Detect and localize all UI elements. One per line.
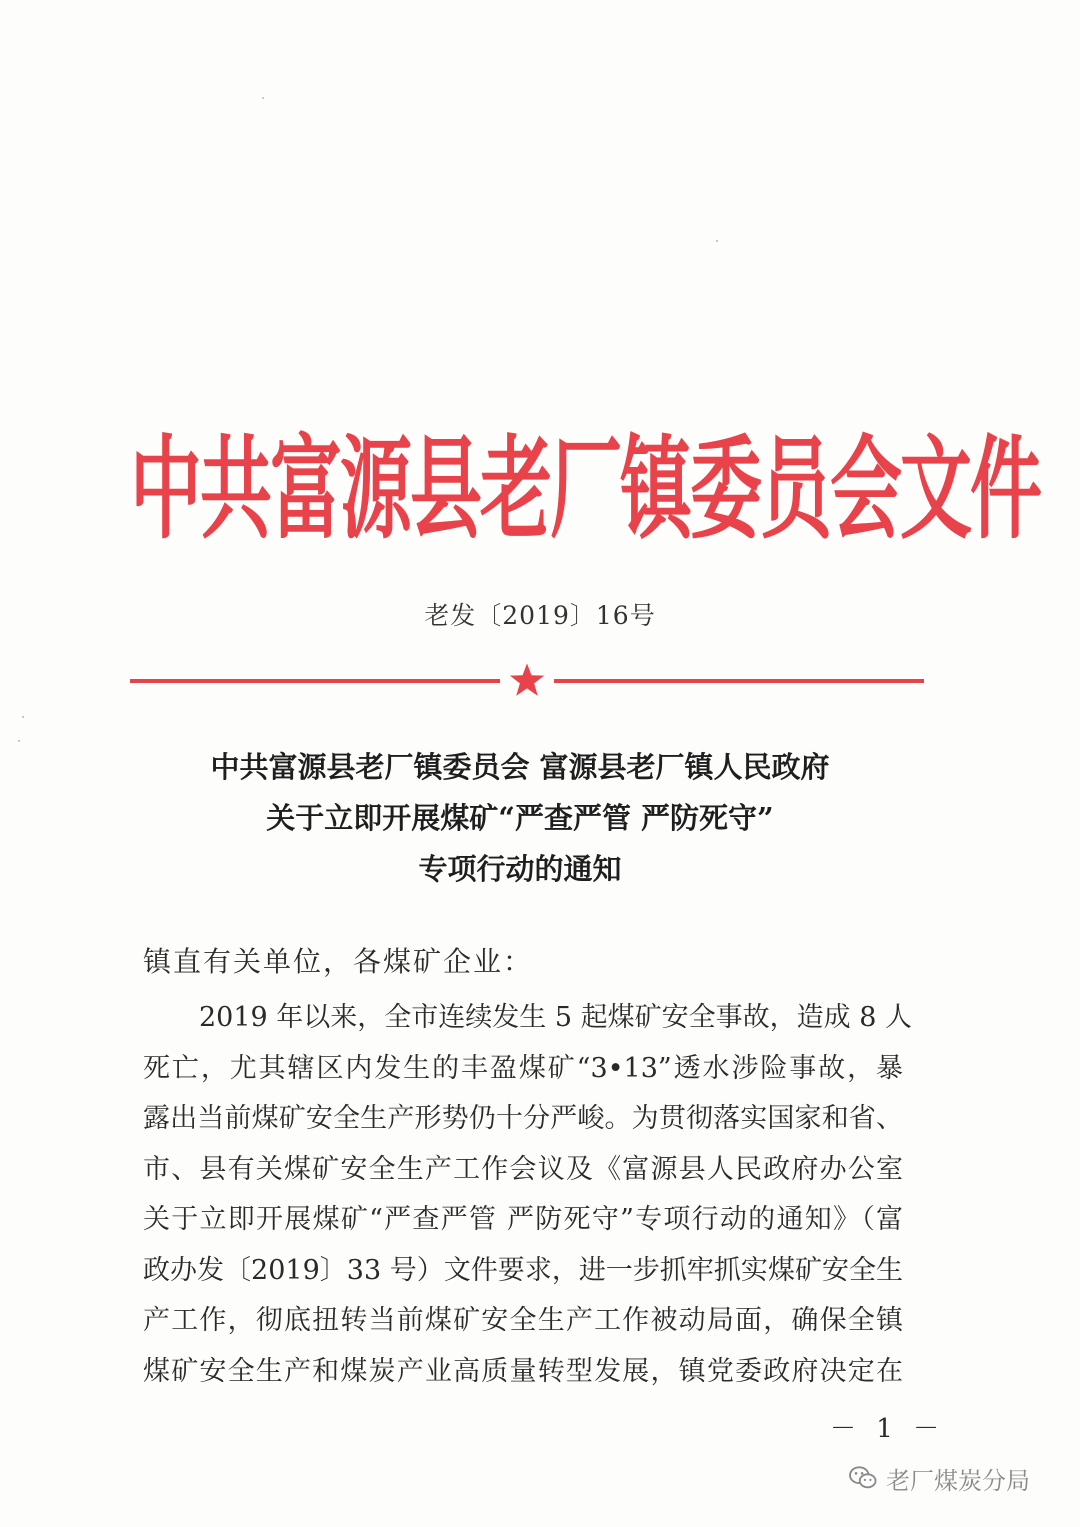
red-rule-left: [130, 679, 500, 683]
notice-title-line: 专项行动的通知: [418, 852, 622, 886]
scan-speck: [22, 716, 24, 718]
body-line: 关于立即开展煤矿“严查严管 严防死守”专项行动的通知》（富: [143, 1204, 903, 1235]
body-line: 政办发〔2019〕33 号）文件要求，进一步抓牢抓实煤矿安全生: [143, 1254, 903, 1286]
scan-speck: [716, 240, 718, 242]
body-line: 产工作，彻底扭转当前煤矿安全生产工作被动局面，确保全镇: [143, 1305, 903, 1336]
body-line: 煤矿安全生产和煤炭产业高质量转型发展，镇党委政府决定在: [143, 1355, 903, 1387]
wechat-icon: [848, 1465, 878, 1491]
scan-speck: [262, 97, 264, 99]
notice-title-line: 中共富源县老厂镇委员会 富源县老厂镇人民政府: [210, 750, 830, 784]
body-line: 露出当前煤矿安全生产形势仍十分严峻。为贯彻落实国家和省、: [143, 1103, 903, 1134]
document-number: 老发〔2019〕16号: [424, 601, 656, 630]
red-rule-right: [554, 679, 924, 683]
body-line: 死亡，尤其辖区内发生的丰盈煤矿“3•13”透水涉险事故，暴: [143, 1052, 903, 1084]
body-paragraph: [143, 993, 912, 1397]
salutation: 镇直有关单位，各煤矿企业：: [143, 945, 534, 978]
page-number: － 1 －: [830, 1414, 946, 1444]
notice-title-line: 关于立即开展煤矿“严查严管 严防死守”: [266, 801, 774, 835]
star-icon: [508, 661, 546, 699]
document-masthead: 中共富源县老厂镇委员会文件: [130, 421, 1041, 554]
watermark-account-name: 老厂煤炭分局: [886, 1466, 1030, 1495]
body-line: 市、县有关煤矿安全生产工作会议及《富源县人民政府办公室: [143, 1153, 903, 1185]
wechat-watermark: [848, 1458, 1030, 1498]
body-line: 2019 年以来，全市连续发生 5 起煤矿安全事故，造成 8 人: [199, 1002, 912, 1033]
notice-title: [0, 742, 1040, 895]
